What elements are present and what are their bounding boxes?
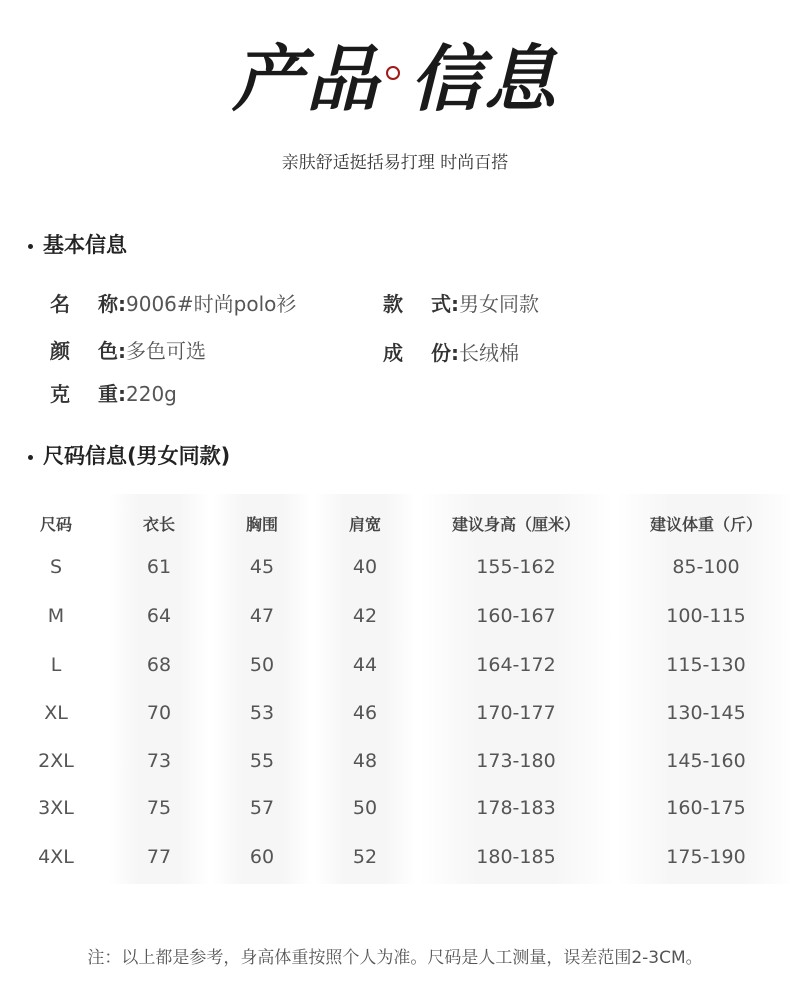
table-cell: 50 (352, 797, 378, 819)
table-cell: 68 (146, 654, 172, 676)
table-cell: 45 (249, 556, 275, 578)
table-cell: 100-115 (666, 605, 746, 627)
table-column (108, 494, 210, 884)
table-cell: XL (44, 702, 68, 724)
table-cell: 178-183 (476, 797, 556, 819)
field-weight (50, 378, 177, 407)
table-column (418, 494, 614, 884)
table-cell: 115-130 (666, 654, 746, 676)
field-style-key-2: 式: (431, 292, 459, 316)
table-cell: 3XL (38, 797, 74, 819)
table-cell: 164-172 (476, 654, 556, 676)
table-cell: 70 (146, 702, 172, 724)
table-header-cell: 建议体重（斤） (649, 515, 762, 534)
table-cell: 50 (249, 654, 275, 676)
table-cell: 77 (146, 846, 172, 868)
field-color-key-1: 颜 (50, 339, 70, 363)
field-name-value: 9006#时尚polo衫 (126, 292, 297, 316)
circle-dot-icon (386, 66, 400, 80)
page-title (0, 34, 790, 124)
table-cell: 180-185 (476, 846, 556, 868)
table-cell: 2XL (38, 750, 74, 772)
table-cell: S (49, 556, 63, 578)
field-material (383, 337, 519, 366)
footer-note: 注：以上都是参考，身高体重按照个人为准。尺码是人工测量，误差范围2-3CM。 (87, 948, 703, 968)
table-cell: 4XL (38, 846, 74, 868)
table-cell: 73 (146, 750, 172, 772)
table-cell: 52 (352, 846, 378, 868)
table-cell: 64 (146, 605, 172, 627)
field-style-value: 男女同款 (459, 292, 539, 316)
field-color-value: 多色可选 (126, 339, 206, 363)
table-column (212, 494, 312, 884)
table-column (314, 494, 416, 884)
field-weight-key-2: 重: (98, 382, 126, 406)
table-cell: 175-190 (666, 846, 746, 868)
field-color (50, 335, 206, 364)
table-cell: 61 (146, 556, 172, 578)
table-cell: 42 (352, 605, 378, 627)
table-cell: 53 (249, 702, 275, 724)
table-header-cell: 衣长 (142, 515, 175, 534)
field-material-key-1: 成 (383, 341, 403, 365)
table-cell: L (50, 654, 62, 676)
bullet-icon (28, 244, 33, 249)
table-cell: 55 (249, 750, 275, 772)
table-cell: 173-180 (476, 750, 556, 772)
table-cell: 145-160 (666, 750, 746, 772)
field-style-key-1: 款 (383, 292, 403, 316)
table-cell: M (47, 605, 65, 627)
field-name-key-1: 名 (50, 292, 70, 316)
table-cell: 170-177 (476, 702, 556, 724)
table-cell: 85-100 (672, 556, 740, 578)
table-cell: 130-145 (666, 702, 746, 724)
field-color-key-2: 色: (98, 339, 126, 363)
field-name-key-2: 称: (98, 292, 126, 316)
size-info-heading (28, 440, 230, 470)
table-column (616, 494, 790, 884)
title-right: 信息 (410, 36, 559, 121)
table-cell: 75 (146, 797, 172, 819)
table-cell: 46 (352, 702, 378, 724)
field-material-value: 长绒棉 (459, 341, 519, 365)
table-header-cell: 肩宽 (348, 515, 381, 534)
table-header-cell: 胸围 (245, 515, 278, 534)
bullet-icon (28, 455, 33, 460)
table-cell: 44 (352, 654, 378, 676)
field-weight-value: 220g (126, 382, 177, 406)
table-cell: 48 (352, 750, 378, 772)
table-cell: 57 (249, 797, 275, 819)
table-cell: 155-162 (476, 556, 556, 578)
basic-info-heading (28, 229, 127, 259)
table-column (6, 494, 106, 884)
table-cell: 60 (249, 846, 275, 868)
table-cell: 160-175 (666, 797, 746, 819)
table-header-cell: 建议身高（厘米） (451, 515, 580, 534)
size-info-heading-label: 尺码信息(男女同款) (43, 444, 231, 468)
table-header-cell: 尺码 (39, 515, 72, 534)
field-style (383, 288, 539, 317)
field-material-key-2: 份: (431, 341, 459, 365)
subtitle: 亲肤舒适挺括易打理 时尚百搭 (281, 153, 509, 173)
basic-info-heading-label: 基本信息 (43, 233, 127, 257)
field-name (50, 288, 296, 317)
table-cell: 40 (352, 556, 378, 578)
field-weight-key-1: 克 (50, 382, 70, 406)
title-left: 产品 (231, 36, 380, 121)
table-cell: 160-167 (476, 605, 556, 627)
table-cell: 47 (249, 605, 275, 627)
